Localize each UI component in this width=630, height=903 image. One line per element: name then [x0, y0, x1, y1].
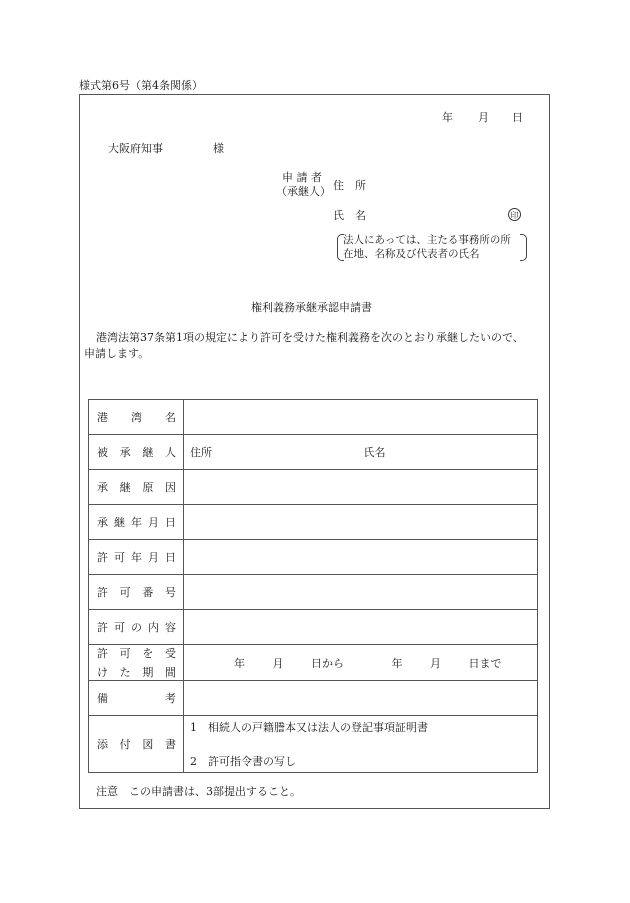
permit-date-value: [184, 540, 538, 575]
body-text-line1: 港湾法第37条第1項の規定により許可を受けた権利義務を次のとおり承継したいので、: [96, 331, 524, 344]
table-row: [89, 400, 538, 435]
application-table: [88, 399, 538, 773]
row-label-permit-content: 許 可 の 内 容: [97, 621, 176, 634]
table-row: [89, 716, 538, 773]
footer-note: 注意 この申請書は、3部提出すること。: [96, 785, 301, 798]
table-row: [89, 540, 538, 575]
row-label-succession-cause: 承 継 原 因: [97, 481, 176, 494]
addressee-honorific: 様: [213, 142, 224, 155]
period-to-day: 日まで: [468, 656, 502, 670]
applicant-address-label: 住 所: [333, 179, 366, 192]
port-name-value: [184, 400, 538, 435]
row-label-attachments: 添 付 図 書: [97, 738, 176, 751]
row-label-permit-date: 許 可 年 月 日: [97, 551, 176, 564]
row-label-predecessor: 被 承 継 人: [97, 446, 176, 459]
table-row: [89, 470, 538, 505]
table-row: [89, 681, 538, 716]
table-row: [89, 645, 538, 681]
permit-number-value: [184, 575, 538, 610]
succession-cause-value: [184, 470, 538, 505]
date-month: 月: [478, 111, 489, 124]
seal-mark: 印: [508, 208, 521, 221]
period-from-year: 年: [234, 656, 245, 670]
addressee-name: 大阪府知事: [108, 142, 163, 155]
row-label-permit-number: 許 可 番 号: [97, 586, 176, 599]
period-to-month: 月: [430, 656, 441, 670]
table-row: [89, 575, 538, 610]
row-label-port: 港 湾 名: [97, 411, 176, 424]
table-row: [89, 435, 538, 470]
predecessor-name-label: 氏名: [363, 446, 386, 459]
row-label-permit-period: 許 可 を 受 け た 期 間: [97, 647, 176, 679]
form-number: 様式第6号（第4条関係）: [79, 79, 203, 92]
succession-date-value: [184, 505, 538, 540]
document-title: 権利義務承継承認申請書: [251, 301, 372, 314]
period-from-month: 月: [272, 656, 284, 670]
applicant-role: 申 請 者: [282, 171, 322, 184]
body-text-line2: 申請します。: [84, 347, 150, 360]
attachment-item-2: 2 許可指令書の写し: [190, 755, 296, 768]
row-label-remarks: 備 考: [97, 692, 176, 705]
date-day: 日: [512, 111, 523, 124]
applicant-note-line2: 在地、名称及び代表者の氏名: [343, 248, 480, 260]
remarks-value: [184, 681, 538, 716]
applicant-role-sub: （承継人）: [276, 185, 331, 198]
note-bracket-right: [520, 234, 527, 261]
table-row: [89, 610, 538, 645]
period-to-year: 年: [391, 656, 403, 670]
permit-content-value: [184, 610, 538, 645]
predecessor-address-label: 住所: [190, 446, 212, 459]
row-label-succession-date: 承 継 年 月 日: [97, 516, 176, 529]
table-row: [89, 505, 538, 540]
attachment-item-1: 1 相続人の戸籍謄本又は法人の登記事項証明書: [190, 721, 428, 734]
period-from-day: 日から: [311, 656, 344, 670]
applicant-name-label: 氏 名: [333, 209, 366, 222]
date-year: 年: [442, 111, 453, 124]
applicant-note-line1: 法人にあっては、主たる事務所の所: [343, 234, 511, 246]
